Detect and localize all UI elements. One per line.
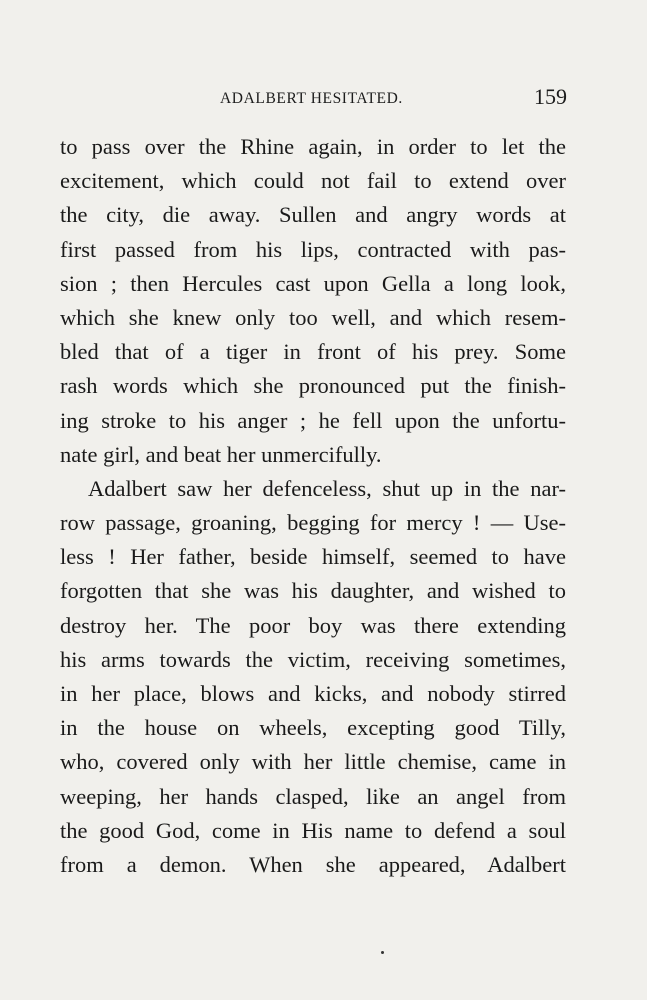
text-line: sion ; then Hercules cast upon Gella a long look,	[60, 270, 566, 296]
text-line: excitement, which could not fail to extend over	[60, 168, 566, 194]
body-text	[60, 130, 566, 882]
text-line: row passage, groaning, begging for mercy ! — Use-	[60, 510, 566, 536]
text-line: bled that of a tiger in front of his prey. Some	[60, 339, 566, 365]
page-number: 159	[534, 84, 567, 109]
text-line: rash words which she pronounced put the finish-	[60, 373, 566, 399]
text-line: the good God, come in His name to defend a soul	[60, 817, 566, 843]
text-line: in the house on wheels, excepting good Tilly,	[60, 715, 566, 741]
running-title: ADALBERT HESITATED.	[220, 90, 403, 107]
text-line: who, covered only with her little chemise, came in	[60, 749, 566, 775]
text-line: destroy her. The poor boy was there extending	[60, 612, 566, 638]
text-line: from a demon. When she appeared, Adalbert	[60, 851, 566, 877]
text-line: nate girl, and beat her unmercifully.	[60, 441, 382, 467]
text-line: ing stroke to his anger ; he fell upon the unfortu-	[60, 407, 566, 433]
running-head	[60, 84, 570, 114]
print-speck	[381, 951, 384, 954]
text-line: weeping, her hands clasped, like an angel from	[60, 783, 566, 809]
text-line: first passed from his lips, contracted with pas-	[60, 236, 566, 262]
paragraph-start-line: Adalbert saw her defenceless, shut up in the nar-	[88, 475, 566, 501]
text-line: in her place, blows and kicks, and nobody stirred	[60, 681, 566, 706]
text-line: his arms towards the victim, receiving sometimes,	[60, 646, 566, 672]
text-line: the city, die away. Sullen and angry words at	[60, 202, 566, 228]
text-line: which she knew only too well, and which resem-	[60, 304, 566, 330]
text-line: forgotten that she was his daughter, and wished to	[60, 578, 566, 604]
text-line: less ! Her father, beside himself, seemed to have	[60, 544, 566, 570]
text-line: to pass over the Rhine again, in order to let the	[60, 134, 566, 159]
